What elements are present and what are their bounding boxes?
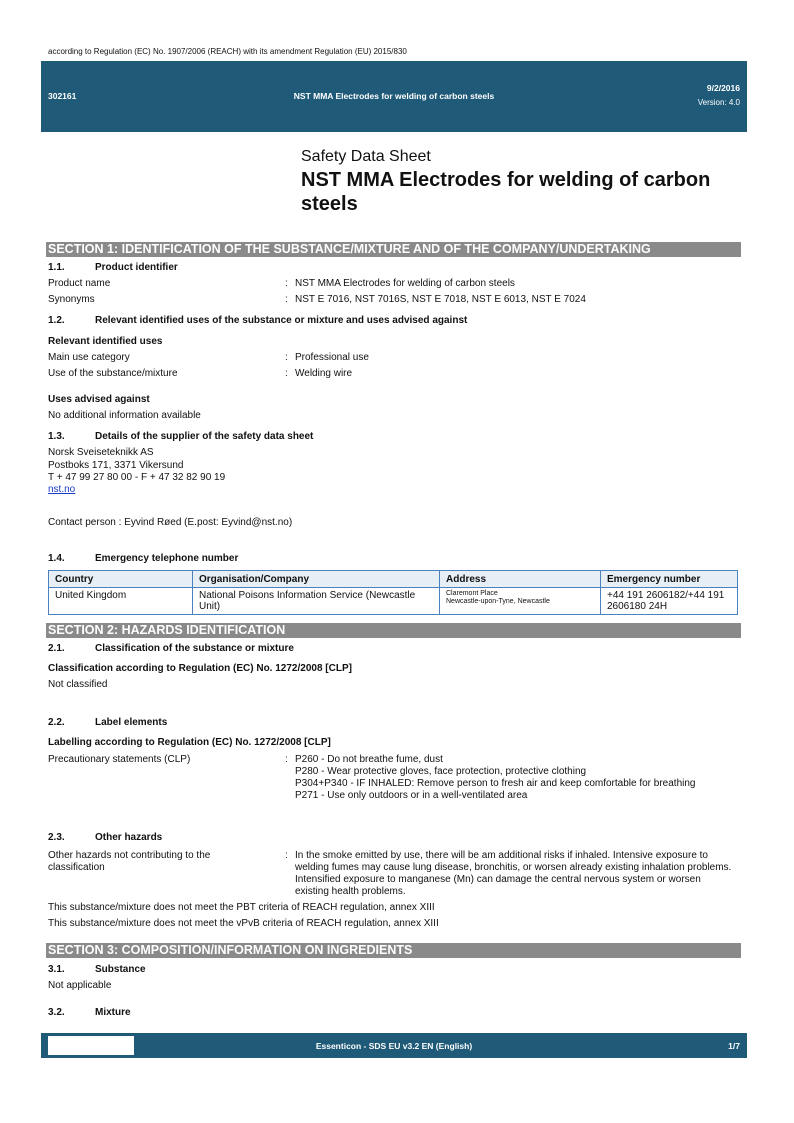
column-header: Country (49, 571, 193, 588)
address-line: Claremont Place (446, 590, 498, 597)
document-header (41, 61, 747, 132)
section-3-heading: SECTION 3: COMPOSITION/INFORMATION ON INGREDIENTS (46, 943, 741, 958)
subsection-title: Relevant identified uses of the substance or mixture and uses advised against (95, 315, 468, 326)
subsection-title: Emergency telephone number (95, 553, 239, 564)
subsection-1-2 (48, 315, 467, 326)
main-use-value: Professional use (295, 352, 369, 363)
subsection-number: 1.4. (48, 553, 65, 564)
subsection-1-3 (48, 431, 313, 442)
subsection-2-3 (48, 832, 162, 843)
other-hazards-value: In the smoke emitted by use, there will be am additional risks if inhaled. Intensive exposure to welding fumes may cause lung disease, bronchitis, or worsen already existing inhalation problems. Intensified exposure to manganese (Mn) can damage the central nervous system or worsen existing health problems. (295, 850, 732, 897)
statement-p280: P280 - Wear protective gloves, face protection, protective clothing (295, 766, 587, 777)
vpvb-statement: This substance/mixture does not meet the vPvB criteria of REACH regulation, annex XIII (48, 918, 439, 929)
labelling-regulation: Labelling according to Regulation (EC) No. 1272/2008 [CLP] (48, 737, 331, 748)
separator: : (285, 850, 288, 861)
subsection-number: 1.1. (48, 262, 65, 273)
subsection-number: 1.3. (48, 431, 65, 442)
separator: : (285, 754, 288, 765)
substance-value: Not applicable (48, 980, 112, 991)
precautionary-label: Precautionary statements (CLP) (48, 754, 191, 765)
statement-p271: P271 - Use only outdoors or in a well-ventilated area (295, 790, 528, 801)
subsection-number: 3.2. (48, 1007, 65, 1018)
organisation-cell: National Poisons Information Service (Newcastle Unit) (193, 588, 440, 615)
doc-kind: Safety Data Sheet (301, 148, 431, 165)
regulation-note: according to Regulation (EC) No. 1907/2006 (REACH) with its amendment Regulation (EU) 2015/830 (48, 47, 407, 56)
separator: : (285, 352, 288, 363)
product-name-value: NST MMA Electrodes for welding of carbon steels (295, 278, 515, 289)
product-name-label: Product name (48, 278, 111, 289)
country-cell: United Kingdom (49, 588, 193, 615)
subsection-1-1 (48, 262, 178, 273)
classification-value: Not classified (48, 679, 108, 690)
subsection-number: 2.1. (48, 643, 65, 654)
address-line: Newcastle-upon-Tyne, Newcastle (446, 598, 550, 605)
precautionary-statements (295, 754, 740, 802)
statement-p260: P260 - Do not breathe fume, dust (295, 754, 443, 765)
document-footer (41, 1033, 747, 1058)
subsection-title: Other hazards (95, 832, 163, 843)
column-header: Address (440, 571, 601, 588)
version: Version: 4.0 (697, 98, 740, 107)
uses-advised-against-heading: Uses advised against (48, 394, 150, 405)
supplier-name: Norsk Sveiseteknikk AS (48, 447, 154, 458)
subsection-3-1 (48, 964, 146, 975)
section-2-heading: SECTION 2: HAZARDS IDENTIFICATION (46, 623, 741, 638)
subsection-title: Label elements (95, 717, 168, 728)
address-cell (440, 588, 601, 615)
relevant-uses-heading: Relevant identified uses (48, 336, 163, 347)
separator: : (285, 368, 288, 379)
subsection-2-1 (48, 643, 294, 654)
main-use-label: Main use category (48, 352, 130, 363)
subsection-title: Substance (95, 964, 146, 975)
pbt-statement: This substance/mixture does not meet the PBT criteria of REACH regulation, annex XIII (48, 902, 435, 913)
subsection-title: Product identifier (95, 262, 178, 273)
use-label: Use of the substance/mixture (48, 368, 178, 379)
supplier-phone: T + 47 99 27 80 00 - F + 47 32 82 90 19 (48, 472, 226, 483)
emergency-number-cell: +44 191 2606182/+44 191 2606180 24H (601, 588, 738, 615)
subsection-number: 2.2. (48, 717, 65, 728)
section-1-heading: SECTION 1: IDENTIFICATION OF THE SUBSTANCE/MIXTURE AND OF THE COMPANY/UNDERTAKING (46, 242, 741, 257)
subsection-2-2 (48, 717, 167, 728)
subsection-title: Mixture (95, 1007, 131, 1018)
revision-date: 9/2/2016 (706, 83, 740, 93)
classification-regulation: Classification according to Regulation (EC) No. 1272/2008 [CLP] (48, 663, 352, 674)
table-row (49, 588, 738, 615)
no-info-text: No additional information available (48, 410, 201, 421)
subsection-number: 2.3. (48, 832, 65, 843)
other-hazards-label: Other hazards not contributing to the classification (48, 850, 211, 873)
supplier-website-link[interactable]: nst.no (48, 484, 76, 495)
subsection-title: Details of the supplier of the safety data sheet (95, 431, 314, 442)
table-header-row (49, 571, 738, 588)
subsection-number: 3.1. (48, 964, 65, 975)
column-header: Emergency number (601, 571, 738, 588)
subsection-3-2 (48, 1007, 131, 1018)
subsection-1-4 (48, 553, 238, 564)
synonyms-label: Synonyms (48, 294, 95, 305)
subsection-number: 1.2. (48, 315, 65, 326)
synonyms-value: NST E 7016, NST 7016S, NST E 7018, NST E 6013, NST E 7024 (295, 294, 586, 305)
use-value: Welding wire (295, 368, 353, 379)
supplier-address: Postboks 171, 3371 Vikersund (48, 460, 184, 471)
header-title: NST MMA Electrodes for welding of carbon steels (293, 91, 495, 101)
footer-text: Essenticon - SDS EU v3.2 EN (English) (315, 1041, 473, 1051)
page-title: NST MMA Electrodes for welding of carbon steels (301, 169, 711, 215)
contact-person: Contact person : Eyvind Røed (E.post: Eyvind@nst.no) (48, 517, 293, 528)
emergency-table (48, 570, 738, 615)
separator: : (285, 294, 288, 305)
product-code: 302161 (48, 91, 77, 101)
separator: : (285, 278, 288, 289)
column-header: Organisation/Company (193, 571, 440, 588)
statement-p304-p340: P304+P340 - IF INHALED: Remove person to fresh air and keep comfortable for breathing (295, 778, 696, 789)
subsection-title: Classification of the substance or mixture (95, 643, 294, 654)
page-number: 1/7 (728, 1041, 740, 1051)
